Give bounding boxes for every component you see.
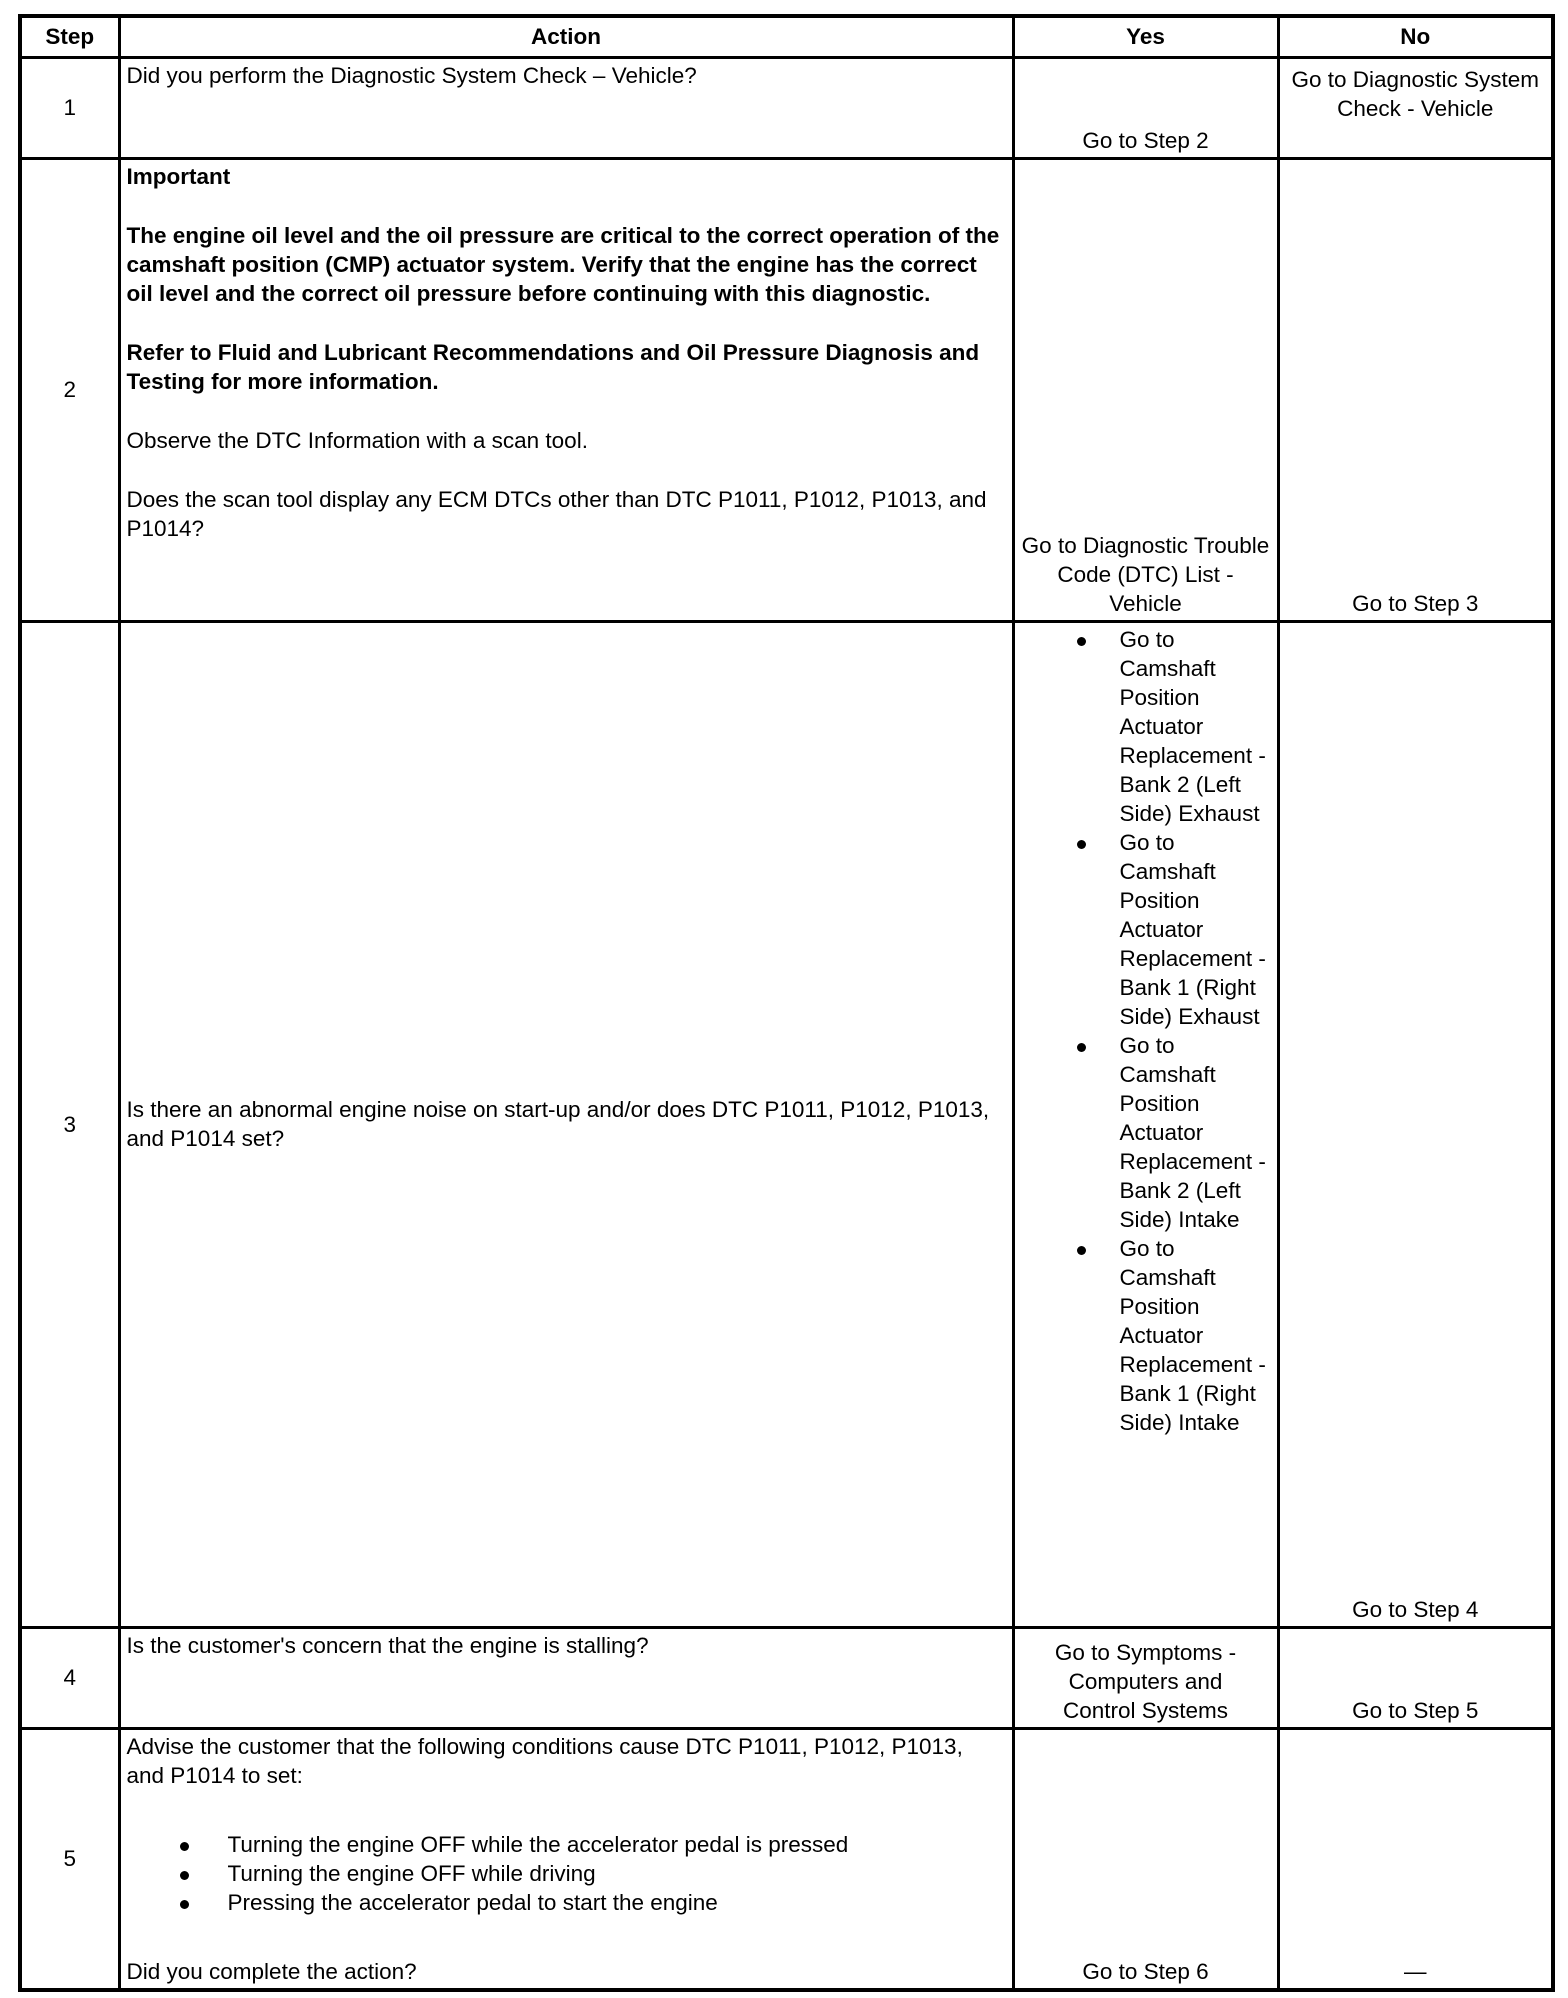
yes-option-link[interactable]: Go to Camshaft Position Actuator Replacement - Bank 2 (Left Side) Intake [1021, 1031, 1271, 1234]
yes-option-link[interactable]: Go to Camshaft Position Actuator Replacement - Bank 1 (Right Side) Exhaust [1021, 828, 1271, 1031]
intro-text: Advise the customer that the following conditions cause DTC P1011, P1012, P1013, and P1014 to set: [126, 1733, 963, 1788]
condition-item: Pressing the accelerator pedal to start the engine [127, 1888, 1006, 1917]
header-step: Step [20, 16, 119, 57]
question-text: Does the scan tool display any ECM DTCs other than DTC P1011, P1012, P1013, and P1014? [126, 486, 987, 541]
step-number: 1 [20, 57, 119, 158]
yes-options-cell [1013, 621, 1278, 1627]
action-text: Is the customer's concern that the engine is stalling? [119, 1627, 1013, 1728]
diagnostic-table [18, 14, 1555, 1992]
action-cell [119, 1728, 1013, 1990]
step-number: 2 [20, 158, 119, 621]
no-link[interactable]: Go to Step 4 [1278, 621, 1553, 1627]
header-no: No [1278, 16, 1553, 57]
yes-option-link[interactable]: Go to Camshaft Position Actuator Replacement - Bank 2 (Left Side) Exhaust [1021, 625, 1271, 828]
condition-item: Turning the engine OFF while driving [127, 1859, 1006, 1888]
yes-link[interactable]: Go to Step 2 [1013, 57, 1278, 158]
header-row [20, 16, 1553, 57]
action-cell [119, 158, 1013, 621]
condition-item: Turning the engine OFF while the accelerator pedal is pressed [127, 1830, 1006, 1859]
refer-text: Refer to Fluid and Lubricant Recommendations and Oil Pressure Diagnosis and Testing for more information. [126, 339, 980, 394]
header-yes: Yes [1013, 16, 1278, 57]
table-row-step-4 [20, 1627, 1553, 1728]
yes-link[interactable]: Go to Diagnostic Trouble Code (DTC) List - Vehicle [1013, 158, 1278, 621]
conditions-list [127, 1830, 1006, 1917]
no-value: — [1278, 1728, 1553, 1990]
question-text: Did you complete the action? [126, 1958, 417, 1984]
step-number: 5 [20, 1728, 119, 1990]
table-row-step-3 [20, 621, 1553, 1627]
yes-link[interactable]: Go to Step 6 [1013, 1728, 1278, 1990]
header-action: Action [119, 16, 1013, 57]
observe-text: Observe the DTC Information with a scan tool. [126, 427, 588, 453]
action-text: Is there an abnormal engine noise on start-up and/or does DTC P1011, P1012, P1013, and P1014 set? [119, 621, 1013, 1627]
step-number: 3 [20, 621, 119, 1627]
table-row-step-2 [20, 158, 1553, 621]
no-link[interactable]: Go to Step 5 [1278, 1627, 1553, 1728]
step-number: 4 [20, 1627, 119, 1728]
yes-option-link[interactable]: Go to Camshaft Position Actuator Replacement - Bank 1 (Right Side) Intake [1021, 1234, 1271, 1437]
table-row-step-5 [20, 1728, 1553, 1990]
no-link[interactable]: Go to Diagnostic System Check - Vehicle [1278, 57, 1553, 158]
important-title: Important [126, 163, 231, 189]
yes-link[interactable]: Go to Symptoms - Computers and Control Systems [1013, 1627, 1278, 1728]
action-text: Did you perform the Diagnostic System Check – Vehicle? [119, 57, 1013, 158]
yes-options-list [1021, 625, 1271, 1437]
table-row-step-1 [20, 57, 1553, 158]
important-text: The engine oil level and the oil pressure are critical to the correct operation of the camshaft position (CMP) actuator system. Verify that the engine has the correct oil level and the correct oil pressure before continuing with this diagnostic. [126, 222, 1000, 306]
no-link[interactable]: Go to Step 3 [1278, 158, 1553, 621]
